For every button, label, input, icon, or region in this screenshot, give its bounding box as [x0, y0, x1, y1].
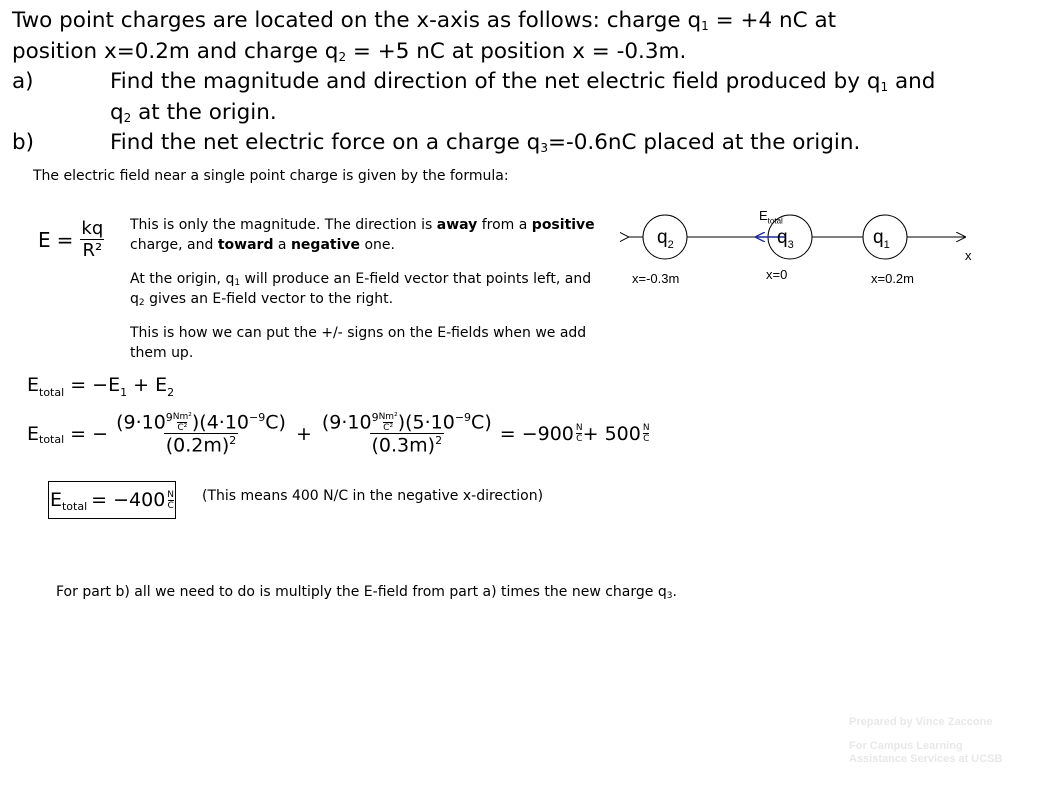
- charge-diagram: [620, 205, 980, 300]
- credit-line-3: Assistance Services at UCSB: [849, 753, 1003, 765]
- formula-fraction: [79, 218, 105, 261]
- equation-1: $E_{total} = -E_1 + E_2$: [27, 374, 175, 399]
- fraction-1: ($9\cdot 10^9$ $\frac{\text{Nm²}}{\text{C²}}$ )$(4\cdot 10^{-9}C)$ $(0.2m)^2$: [116, 411, 286, 457]
- coulomb-formula: [38, 218, 105, 261]
- problem-line-2: [12, 37, 1052, 68]
- explanation-paragraph-2: At the origin, $q_1$ will produce an E-field vector that points left, and $q_2$ gives an E-field vector to the right.: [130, 271, 592, 308]
- part-a-text: Find the magnitude and direction of the net electric field produced by q: [110, 69, 881, 94]
- part-b-text: =-0.6nC placed at the origin.: [547, 130, 861, 155]
- fraction-2: ($9\cdot 10^9$ $\frac{\text{Nm²}}{\text{C²}}$ )$(5\cdot 10^{-9}C)$ $(0.3m)^2$: [321, 411, 492, 457]
- part-a-text: at the origin.: [131, 99, 277, 125]
- problem-text: = +4 nC at: [708, 8, 837, 33]
- subscript: 2: [338, 49, 347, 64]
- equation-2: E $_{total}$ = − ($9\cdot 10^9$ $\frac{\text{Nm²}}{\text{C²}}$ )$(4\cdot 10^{-9}C)$ $(0.2m)^2$ + ($9\cdot 10^9$ $\frac{\text{Nm²}}{\text{C²}}$ )$(5\cdot 10^{-9}C)$ $(0.3m)^2$ = −900 N C + 500 N C: [27, 411, 650, 457]
- intro-text: The electric field near a single point charge is given by the formula:: [33, 168, 509, 184]
- formula-numerator: kq: [81, 218, 104, 239]
- q1-position: x=0.2m: [871, 271, 914, 286]
- subscript: 1: [880, 80, 889, 94]
- problem-text: = +5 nC at position x = -0.3m.: [346, 38, 687, 64]
- formula-lhs: E: [38, 227, 51, 252]
- credit-line-2: For Campus Learning: [849, 740, 963, 752]
- part-a: [12, 67, 1052, 128]
- credit-block: [849, 740, 1002, 766]
- explanation-paragraph-3: This is how we can put the +/- signs on the E-fields when we add them up.: [130, 325, 587, 361]
- part-b: [12, 128, 1052, 159]
- part-a-label: a): [12, 69, 34, 94]
- formula-denominator: R²: [82, 240, 103, 261]
- part-b-text: Find the net electric force on a charge q: [110, 130, 541, 155]
- subscript: 3: [540, 141, 548, 155]
- q3-label: $q_3$: [777, 227, 794, 251]
- formula-equals: =: [56, 227, 74, 252]
- problem-line-1: [12, 6, 1052, 37]
- e-total-label: $E_{total}$: [759, 208, 783, 226]
- equation-3-boxed: E $_{total}$ = −400 N C: [48, 481, 176, 519]
- q3-position: x=0: [766, 267, 788, 282]
- problem-statement: [12, 6, 1052, 159]
- explanation-paragraph-1: This is only the magnitude. The direction is away from a positive charge, and toward a negative one.: [130, 217, 595, 253]
- problem-text: position x=0.2m and charge q: [12, 38, 339, 64]
- q1-label: $q_1$: [873, 227, 890, 251]
- part-b-label: b): [12, 130, 35, 155]
- part-a-text: and: [888, 69, 936, 94]
- credit-line-1: Prepared by Vince Zaccone: [849, 716, 993, 728]
- subscript: 1: [701, 19, 709, 33]
- problem-text: Two point charges are located on the x-axis as follows: charge q: [12, 8, 702, 33]
- part-b-explanation: For part b) all we need to do is multiply the E-field from part a) times the new charge $q_3$.: [56, 584, 677, 601]
- part-a-text: q: [110, 99, 124, 125]
- explanation: [130, 215, 595, 363]
- q2-position: x=-0.3m: [632, 271, 680, 286]
- x-axis-label: x: [965, 248, 972, 263]
- q2-label: $q_2$: [657, 227, 674, 251]
- subscript: 2: [123, 110, 132, 125]
- equation-3-note: (This means 400 N/C in the negative x-direction): [202, 488, 544, 504]
